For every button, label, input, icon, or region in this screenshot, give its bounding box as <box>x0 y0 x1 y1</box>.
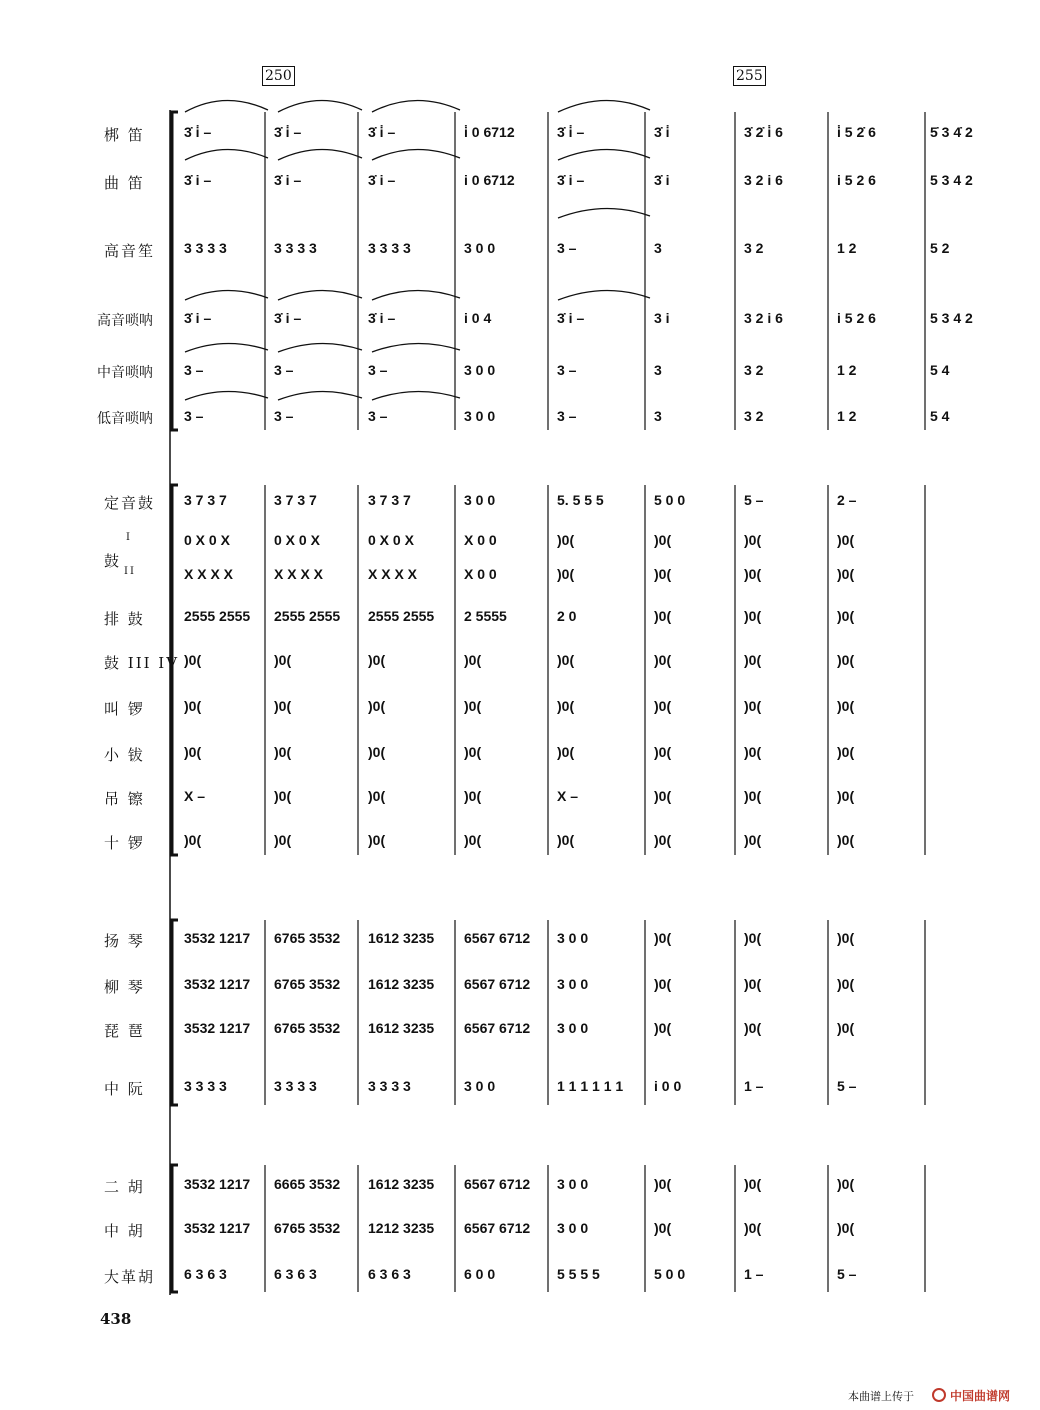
instrument-sublabel-i: I <box>126 532 132 543</box>
score-cell: 5 5 5 5 <box>557 1266 600 1282</box>
instrument-label-dagehu: 大革胡 <box>104 1268 156 1286</box>
score-cell: 6665 3532 <box>274 1176 341 1192</box>
score-cell: )0( <box>368 788 386 804</box>
score-cell: )0( <box>744 532 762 548</box>
score-cell: 3̇ i̇ <box>654 124 670 140</box>
score-cell: i 5 2 6 <box>837 172 876 188</box>
score-cell: )0( <box>368 652 386 668</box>
score-cell: 3 0 0 <box>464 240 496 256</box>
footer-text: 本曲谱上传于 <box>848 1390 914 1403</box>
score-cell: )0( <box>464 788 482 804</box>
score-cell: 3 3 3 3 <box>274 240 317 256</box>
instrument-sublabel-ii: II <box>124 566 136 577</box>
score-cell: 3 <box>654 240 662 256</box>
score-cell: )0( <box>184 698 202 714</box>
score-cell: )0( <box>557 698 575 714</box>
score-cell: )0( <box>837 1220 855 1236</box>
score-cell: )0( <box>654 566 672 582</box>
score-cell: 3 2 <box>744 408 764 424</box>
score-cell: 6765 3532 <box>274 976 341 992</box>
score-cell: )0( <box>557 532 575 548</box>
score-cell: X X X X <box>368 566 418 582</box>
score-cell: 5 4 <box>930 408 950 424</box>
score-cell: 3 2 <box>744 240 764 256</box>
score-cell: 5 4 <box>930 362 950 378</box>
score-cell: 1 1 1 1 1 1 <box>557 1078 624 1094</box>
score-cell: 3 7 3 7 <box>368 492 411 508</box>
score-cell: X – <box>184 788 206 804</box>
score-cell: )0( <box>464 744 482 760</box>
score-cell: )0( <box>837 566 855 582</box>
score-cell: 3532 1217 <box>184 1176 251 1192</box>
score-cell: )0( <box>744 1176 762 1192</box>
score-cell: 6 3 6 3 <box>368 1266 411 1282</box>
footer-brand: 中国曲谱网 <box>950 1389 1011 1403</box>
score-cell: X 0 0 <box>464 532 497 548</box>
score-cell: 2555 2555 <box>184 608 251 624</box>
score-cell: 3̇ i̇ – <box>368 124 396 140</box>
score-cell: )0( <box>368 744 386 760</box>
score-cell: 3̇ i – <box>557 310 585 326</box>
score-cell: 3̇ i̇ – <box>557 124 585 140</box>
score-cell: 3̇ i – <box>184 310 212 326</box>
score-cell: 5 2 <box>930 240 950 256</box>
score-cell: 1 2 <box>837 408 857 424</box>
score-cell: 3 <box>654 362 662 378</box>
score-cell: 3̇ i – <box>274 172 302 188</box>
score-cell: i 0 0 <box>654 1078 682 1094</box>
score-cell: 2 – <box>837 492 857 508</box>
score-cell: )0( <box>464 652 482 668</box>
score-cell: 3 – <box>274 362 294 378</box>
score-cell: 6765 3532 <box>274 1020 341 1036</box>
score-cell: 5 – <box>837 1266 857 1282</box>
score-cell: )0( <box>368 698 386 714</box>
measure-number-250: 250 <box>262 66 295 86</box>
instrument-label-bangdi: 梆 笛 <box>104 126 145 144</box>
score-cell: )0( <box>837 608 855 624</box>
instrument-label-gu: 鼓 <box>104 552 122 570</box>
score-cell: )0( <box>837 832 855 848</box>
score-cell: 3 <box>654 408 662 424</box>
score-cell: X 0 0 <box>464 566 497 582</box>
score-cell: i 5 2 6 <box>837 310 876 326</box>
score-cell: 3 0 0 <box>464 1078 496 1094</box>
score-cell: 3 i <box>654 310 670 326</box>
score-cell: 1 2 <box>837 240 857 256</box>
score-cell: )0( <box>368 832 386 848</box>
score-cell: )0( <box>184 744 202 760</box>
score-cell: 3̇ i – <box>368 172 396 188</box>
score-cell: )0( <box>837 788 855 804</box>
score-cell: )0( <box>654 930 672 946</box>
score-cell: )0( <box>184 652 202 668</box>
score-cell: )0( <box>274 744 292 760</box>
score-cell: )0( <box>837 976 855 992</box>
instrument-label-gaoyin-suona: 高音唢呐 <box>97 313 153 329</box>
score-cell: 6765 3532 <box>274 930 341 946</box>
score-cell: )0( <box>274 652 292 668</box>
score-cell: 3 2 i 6 <box>744 172 783 188</box>
score-cell: 3532 1217 <box>184 1020 251 1036</box>
score-cell: 2555 2555 <box>274 608 341 624</box>
score-cell: 5 0 0 <box>654 492 686 508</box>
score-cell: 1 – <box>744 1266 764 1282</box>
score-cell: 3 7 3 7 <box>274 492 317 508</box>
score-cell: 3 2 <box>744 362 764 378</box>
score-cell: )0( <box>837 532 855 548</box>
score-cell: X – <box>557 788 579 804</box>
instrument-label-xiaobo: 小 钹 <box>104 746 145 764</box>
score-cell: 3532 1217 <box>184 930 251 946</box>
score-cell: )0( <box>837 744 855 760</box>
instrument-label-gaoyin-sheng: 高音笙 <box>104 242 156 260</box>
score-cell: 3̇ i̇ – <box>274 124 302 140</box>
score-cell: 0 X 0 X <box>368 532 414 548</box>
score-cell: X X X X <box>274 566 324 582</box>
score-cell: 3 – <box>368 408 388 424</box>
score-cell: 1612 3235 <box>368 930 435 946</box>
score-cell: )0( <box>557 744 575 760</box>
score-cell: )0( <box>837 930 855 946</box>
score-cell: 3532 1217 <box>184 976 251 992</box>
score-cell: 6 3 6 3 <box>184 1266 227 1282</box>
score-cell: 3 – <box>184 408 204 424</box>
score-cell: )0( <box>744 608 762 624</box>
score-cell: )0( <box>654 788 672 804</box>
score-cell: 1612 3235 <box>368 1020 435 1036</box>
score-cell: 3 0 0 <box>464 362 496 378</box>
score-cell: 3 0 0 <box>557 1176 589 1192</box>
score-cell: 6567 6712 <box>464 976 531 992</box>
score-cell: 1212 3235 <box>368 1220 435 1236</box>
score-cell: )0( <box>654 744 672 760</box>
instrument-label-gu-iii-iv: 鼓 III IV <box>104 654 180 672</box>
score-cell: 3̇ i – <box>184 172 212 188</box>
instrument-label-diaocha: 吊 镲 <box>104 790 145 808</box>
score-cell: )0( <box>837 652 855 668</box>
instrument-label-dingyingu: 定音鼓 <box>104 494 156 512</box>
score-cell: 6567 6712 <box>464 1176 531 1192</box>
score-cell: i̇ 5 2̇ 6 <box>837 124 876 140</box>
score-cell: 3 2 i 6 <box>744 310 783 326</box>
score-cell: 2555 2555 <box>368 608 435 624</box>
score-cell: 3 3 3 3 <box>368 1078 411 1094</box>
score-cell: 5 – <box>744 492 764 508</box>
instrument-label-liuqin: 柳 琴 <box>104 978 145 996</box>
score-cell: 3̇ 2̇ i̇ 6 <box>744 124 783 140</box>
score-cell: )0( <box>744 744 762 760</box>
score-cell: )0( <box>557 566 575 582</box>
score-cell: 5 3 4 2 <box>930 310 973 326</box>
score-cell: )0( <box>744 976 762 992</box>
score-cell: 3̇ i – <box>368 310 396 326</box>
instrument-label-diyin-suona: 低音唢呐 <box>97 411 153 427</box>
score-cell: )0( <box>837 1020 855 1036</box>
score-cell: i̇ 0 6712 <box>464 124 515 140</box>
score-cell: )0( <box>464 832 482 848</box>
score-cell: )0( <box>744 698 762 714</box>
score-cell: i 0 6712 <box>464 172 515 188</box>
score-cell: 3 0 0 <box>464 492 496 508</box>
instrument-label-yangqin: 扬 琴 <box>104 932 145 950</box>
score-cell: 3 – <box>368 362 388 378</box>
score-cell: 3 3 3 3 <box>184 240 227 256</box>
page-number: 438 <box>100 1310 132 1328</box>
score-cell: 2 5555 <box>464 608 507 624</box>
brand-logo-icon <box>932 1388 946 1402</box>
score-cell: )0( <box>744 930 762 946</box>
instrument-label-erhu: 二 胡 <box>104 1178 145 1196</box>
score-cell: 5̇ 3 4̇ 2 <box>930 124 973 140</box>
score-cell: )0( <box>654 698 672 714</box>
score-cell: 6 0 0 <box>464 1266 496 1282</box>
score-cell: )0( <box>184 832 202 848</box>
score-cell: X X X X <box>184 566 234 582</box>
score-cell: 3 3 3 3 <box>368 240 411 256</box>
instrument-label-pipa: 琵 琶 <box>104 1022 145 1040</box>
instrument-label-zhongruan: 中 阮 <box>104 1080 145 1098</box>
score-cell: 3 0 0 <box>557 930 589 946</box>
score-cell: 2 0 <box>557 608 577 624</box>
score-cell: 6567 6712 <box>464 1020 531 1036</box>
measure-number-255: 255 <box>733 66 766 86</box>
score-cell: 3̇ i <box>654 172 670 188</box>
score-cell: 6567 6712 <box>464 930 531 946</box>
score-cell: 0 X 0 X <box>274 532 320 548</box>
score-cell: )0( <box>557 832 575 848</box>
score-cell: 5 – <box>837 1078 857 1094</box>
score-cell: 6567 6712 <box>464 1220 531 1236</box>
score-cell: )0( <box>744 566 762 582</box>
score-cell: )0( <box>744 652 762 668</box>
score-cell: )0( <box>557 652 575 668</box>
score-cell: )0( <box>654 652 672 668</box>
score-cell: 3̇ i – <box>274 310 302 326</box>
score-cell: )0( <box>654 976 672 992</box>
score-cell: 1 – <box>744 1078 764 1094</box>
score-cell: 3532 1217 <box>184 1220 251 1236</box>
score-cell: 3 – <box>557 240 577 256</box>
score-cell: 6 3 6 3 <box>274 1266 317 1282</box>
score-cell: 5 3 4 2 <box>930 172 973 188</box>
score-cell: 5. 5 5 5 <box>557 492 604 508</box>
score-cell: i 0 4 <box>464 310 492 326</box>
score-cell: )0( <box>654 532 672 548</box>
score-cell: )0( <box>464 698 482 714</box>
score-cell: )0( <box>274 698 292 714</box>
score-cell: )0( <box>654 832 672 848</box>
score-cell: 3 7 3 7 <box>184 492 227 508</box>
score-cell: )0( <box>654 1176 672 1192</box>
score-cell: 3 – <box>557 408 577 424</box>
score-cell: 3 0 0 <box>557 1020 589 1036</box>
score-cell: )0( <box>837 1176 855 1192</box>
score-cell: 3 – <box>184 362 204 378</box>
score-cell: 3 0 0 <box>464 408 496 424</box>
score-cell: )0( <box>654 608 672 624</box>
score-cell: )0( <box>744 1220 762 1236</box>
instrument-label-paigu: 排 鼓 <box>104 610 145 628</box>
score-cell: 3 0 0 <box>557 976 589 992</box>
score-cell: 6765 3532 <box>274 1220 341 1236</box>
instrument-label-zhongyin-suona: 中音唢呐 <box>97 365 153 381</box>
instrument-label-shiluo: 十 锣 <box>104 834 145 852</box>
score-cell: 3 0 0 <box>557 1220 589 1236</box>
score-cell: )0( <box>837 698 855 714</box>
score-cell: 3 3 3 3 <box>184 1078 227 1094</box>
score-cell: )0( <box>654 1220 672 1236</box>
score-cell: 3 3 3 3 <box>274 1078 317 1094</box>
score-cell: 0 X 0 X <box>184 532 230 548</box>
score-cell: )0( <box>274 832 292 848</box>
instrument-label-jiaoluo: 叫 锣 <box>104 700 145 718</box>
score-cell: 3 – <box>274 408 294 424</box>
score-cell: 5 0 0 <box>654 1266 686 1282</box>
score-cell: 1612 3235 <box>368 1176 435 1192</box>
score-cell: )0( <box>744 832 762 848</box>
score-cell: 3 – <box>557 362 577 378</box>
score-cell: 3̇ i̇ – <box>184 124 212 140</box>
score-cell: )0( <box>654 1020 672 1036</box>
instrument-label-qudi: 曲 笛 <box>104 174 145 192</box>
score-cell: 1612 3235 <box>368 976 435 992</box>
score-cell: )0( <box>274 788 292 804</box>
score-cell: )0( <box>744 1020 762 1036</box>
score-cell: 1 2 <box>837 362 857 378</box>
instrument-label-zhonghu: 中 胡 <box>104 1222 145 1240</box>
score-cell: 3̇ i – <box>557 172 585 188</box>
score-cell: )0( <box>744 788 762 804</box>
